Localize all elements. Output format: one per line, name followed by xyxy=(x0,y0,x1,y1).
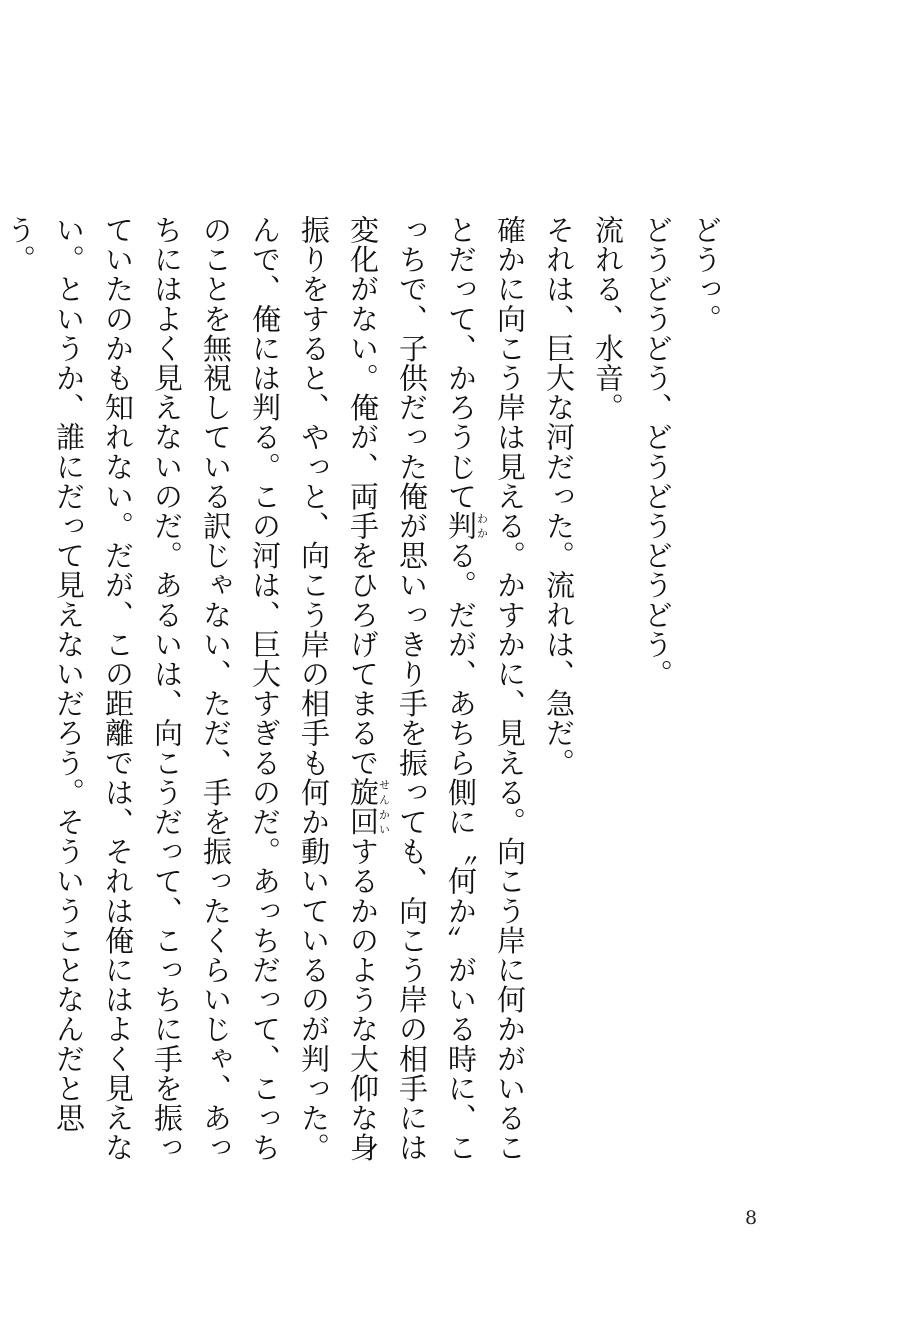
ruby-wakaru: 判わか xyxy=(444,511,489,541)
paragraph-2: どうどうどう、どうどうどうどう。 xyxy=(640,215,674,689)
paragraph-5: 確かに向こう岸は見える。かすかに、見える。向こう岸に何かがいることだって、かろうじて判わかる。だが、あちら側に〝何か〟がいる時に、こっちで、子供だった俺が思いっきり手を振っても、向こう岸の相手には変化がない。俺が、両手をひろげてまるで旋回せんかいするかのような大仰な身振りをすると、やっと、向こう岸の相手も何か動いているのが判った。 xyxy=(297,215,527,1163)
paragraph-3: 流れる、水音。 xyxy=(591,215,625,423)
ruby-senkai: 旋回せんかい xyxy=(346,777,391,837)
paragraph-6: んで、俺には判る。この河は、巨大すぎるのだ。あっちだって、こっちのことを無視している訳じゃない、ただ、手を振ったくらいじゃ、あっちにはよく見えないのだ。あるいは、向こうだって、こっちに手を振っていたのかも知れない。だが、この距離では、それは俺にはよく見えない。というか、誰にだって見えないだろう。そういうことなんだと思う。 xyxy=(3,215,282,1163)
page-number: 8 xyxy=(745,1207,758,1229)
paragraph-1: どうっ。 xyxy=(689,215,723,334)
paragraph-4: それは、巨大な河だった。流れは、急だ。 xyxy=(542,215,576,778)
vertical-text-body xyxy=(0,215,730,1175)
